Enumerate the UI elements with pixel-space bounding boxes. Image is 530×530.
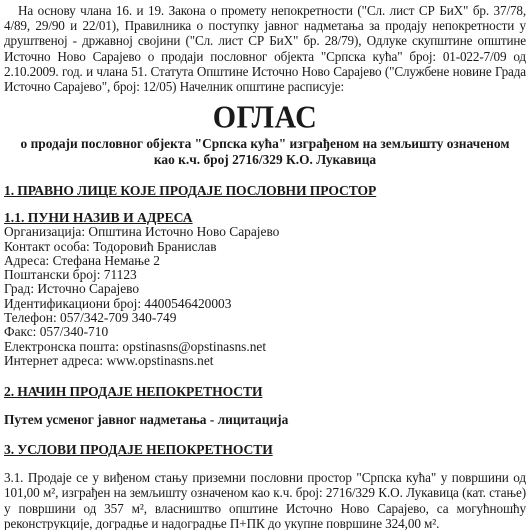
organization-line: Организација: Општина Источно Ново Сарајево bbox=[4, 224, 280, 240]
postal-code-line: Поштански број: 71123 bbox=[4, 267, 137, 283]
email-line: Електронска пошта: opstinasns@opstinasns.net bbox=[4, 338, 267, 354]
document-title: ОГЛАС bbox=[212, 100, 318, 136]
section-1-1-heading: 1.1. ПУНИ НАЗИВ И АДРЕСА bbox=[4, 210, 193, 226]
website-line: Интернет адреса: www.opstinasns.net bbox=[4, 352, 214, 368]
contact-person-line: Контакт особа: Тодоровић Бранислав bbox=[4, 238, 217, 254]
fax-line: Факс: 057/340-710 bbox=[4, 324, 109, 340]
section-3-paragraph: 3.1. Продаје се у виђеном стању приземни пословни простор "Српска кућа" у површини од 101,00 м², изграђен на земљишту означеном као к.ч. број: 2716/329 К.О. Лукавица (кат. стање) у површини од 357 м², власништво општине Источно Ново Сарајево, са могућношћу реконструкције, доградње и надоградње П+ПК до укупне површине 324,00 м². bbox=[4, 470, 526, 530]
section-1-heading: 1. ПРАВНО ЛИЦЕ КОЈЕ ПРОДАЈЕ ПОСЛОВНИ ПРОСТОР bbox=[4, 183, 377, 199]
section-3-heading: 3. УСЛОВИ ПРОДАЈЕ НЕПОКРЕТНОСТИ bbox=[4, 442, 273, 458]
document-subtitle-line-1: о продаји пословног објекта "Српска кућа" изграђеном на земљишту означеном bbox=[20, 136, 510, 152]
id-number-line: Идентификациони број: 4400546420003 bbox=[4, 295, 232, 311]
city-line: Град: Источно Сарајево bbox=[4, 281, 140, 297]
document-page bbox=[4, 3, 526, 530]
document-subtitle-line-2: као к.ч. број 2716/329 К.О. Лукавица bbox=[153, 152, 377, 168]
section-2-text: Путем усменог јавног надметања - лицитација bbox=[4, 412, 289, 428]
section-2-heading: 2. НАЧИН ПРОДАЈЕ НЕПОКРЕТНОСТИ bbox=[4, 384, 263, 400]
phone-line: Телефон: 057/342-709 340-749 bbox=[4, 310, 177, 325]
contact-details bbox=[4, 225, 526, 368]
address-line: Адреса: Стефана Немање 2 bbox=[4, 252, 160, 268]
intro-paragraph: На основу члана 16. и 19. Закона о промету непокретности ("Сл. лист СР БиХ" бр. 37/78, 4/89, 29/90 и 22/01), Правилника о поступку јавног надметања за продају непокретности у друштвеној - државној својини ("Сл. лист СР БиХ" бр. 28/79), Одлуке скупштине општине Источно Ново Сарајево о продаји пословног објекта "Српска кућа" број: 01-022-7/09 од 2.10.2009. год. и члана 51. Статута Општине Источно Ново Сарајево ("Службене новине Града Источно Сарајево", број: 12/05) Начелник општине расписује: bbox=[4, 3, 526, 95]
